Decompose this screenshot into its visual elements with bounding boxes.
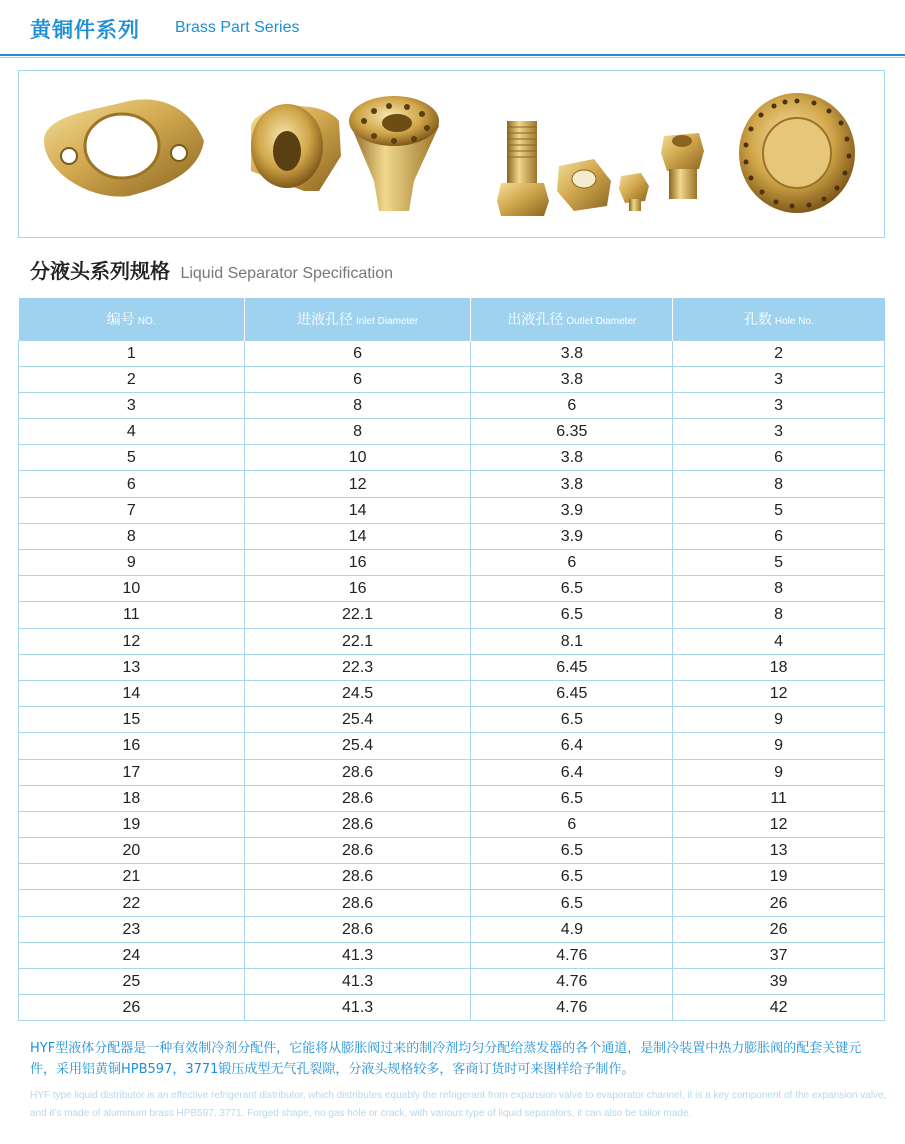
- cell-hole-no: 6: [673, 445, 885, 471]
- cell-no: 4: [19, 419, 245, 445]
- header-divider-light: [0, 57, 905, 58]
- cell-outlet-diameter: 6.5: [471, 785, 673, 811]
- brass-distributor-cones-photo: [251, 96, 439, 211]
- cell-inlet-diameter: 14: [244, 523, 471, 549]
- brass-fittings-photo: [497, 121, 704, 216]
- cell-outlet-diameter: 6.5: [471, 707, 673, 733]
- cell-outlet-diameter: 4.9: [471, 916, 673, 942]
- table-row: [19, 838, 885, 864]
- cell-no: 7: [19, 497, 245, 523]
- cell-no: 24: [19, 942, 245, 968]
- cell-no: 1: [19, 340, 245, 366]
- product-photo-panel: [18, 70, 885, 238]
- cell-hole-no: 9: [673, 759, 885, 785]
- table-row: [19, 864, 885, 890]
- section-title-en: Liquid Separator Specification: [180, 265, 394, 282]
- cell-no: 26: [19, 995, 245, 1021]
- cell-no: 9: [19, 550, 245, 576]
- header-hole-no: 孔数 Hole No.: [673, 298, 885, 340]
- cell-no: 16: [19, 733, 245, 759]
- section-title-cn: 分液头系列规格: [30, 259, 170, 283]
- cell-outlet-diameter: 6.4: [471, 733, 673, 759]
- cell-inlet-diameter: 28.6: [244, 759, 471, 785]
- cell-hole-no: 8: [673, 576, 885, 602]
- table-row: [19, 628, 885, 654]
- cell-hole-no: 9: [673, 707, 885, 733]
- cell-inlet-diameter: 6: [244, 340, 471, 366]
- cell-inlet-diameter: 25.4: [244, 707, 471, 733]
- cell-inlet-diameter: 22.1: [244, 602, 471, 628]
- cell-inlet-diameter: 28.6: [244, 785, 471, 811]
- cell-outlet-diameter: 3.8: [471, 340, 673, 366]
- cell-hole-no: 13: [673, 838, 885, 864]
- cell-hole-no: 5: [673, 497, 885, 523]
- cell-outlet-diameter: 6.5: [471, 602, 673, 628]
- header-inlet-diameter: 进液孔径 Inlet Diameter: [244, 298, 471, 340]
- cell-outlet-diameter: 3.9: [471, 523, 673, 549]
- cell-inlet-diameter: 24.5: [244, 680, 471, 706]
- spec-table: [18, 298, 885, 1021]
- cell-hole-no: 42: [673, 995, 885, 1021]
- cell-no: 25: [19, 969, 245, 995]
- cell-outlet-diameter: 6.5: [471, 864, 673, 890]
- description-en: HYF type liquid distributor is an effective refrigerant distributor, which distributes equably the refrigerant from expansion valve to evaporator channel, it is a key component of the expansion valve, and it’s made of aluminum brass HPB597, 3771. Forged shape, no gas hole or crack, with various type of liquid separators, it can also be tailor made.: [30, 1090, 887, 1119]
- cell-outlet-diameter: 3.8: [471, 445, 673, 471]
- cell-no: 8: [19, 523, 245, 549]
- table-row: [19, 707, 885, 733]
- cell-inlet-diameter: 41.3: [244, 942, 471, 968]
- cell-no: 12: [19, 628, 245, 654]
- cell-no: 11: [19, 602, 245, 628]
- page-header: [0, 0, 905, 58]
- cell-inlet-diameter: 16: [244, 550, 471, 576]
- cell-hole-no: 37: [673, 942, 885, 968]
- cell-hole-no: 9: [673, 733, 885, 759]
- cell-no: 19: [19, 811, 245, 837]
- cell-hole-no: 8: [673, 602, 885, 628]
- cell-inlet-diameter: 28.6: [244, 811, 471, 837]
- cell-no: 18: [19, 785, 245, 811]
- cell-hole-no: 2: [673, 340, 885, 366]
- cell-hole-no: 3: [673, 366, 885, 392]
- cell-outlet-diameter: 4.76: [471, 995, 673, 1021]
- cell-inlet-diameter: 6: [244, 366, 471, 392]
- table-row: [19, 366, 885, 392]
- cell-outlet-diameter: 6.35: [471, 419, 673, 445]
- header-title-cn: 黄铜件系列: [30, 18, 140, 42]
- cell-outlet-diameter: 6: [471, 392, 673, 418]
- table-row: [19, 942, 885, 968]
- cell-hole-no: 12: [673, 680, 885, 706]
- cell-outlet-diameter: 3.8: [471, 366, 673, 392]
- cell-inlet-diameter: 16: [244, 576, 471, 602]
- cell-outlet-diameter: 6: [471, 550, 673, 576]
- spec-table-header-row: [19, 298, 885, 340]
- cell-inlet-diameter: 14: [244, 497, 471, 523]
- cell-outlet-diameter: 6.5: [471, 838, 673, 864]
- cell-hole-no: 3: [673, 419, 885, 445]
- cell-hole-no: 19: [673, 864, 885, 890]
- table-row: [19, 445, 885, 471]
- cell-outlet-diameter: 3.9: [471, 497, 673, 523]
- cell-outlet-diameter: 6.4: [471, 759, 673, 785]
- table-row: [19, 969, 885, 995]
- cell-inlet-diameter: 28.6: [244, 890, 471, 916]
- cell-no: 22: [19, 890, 245, 916]
- product-photos: [19, 71, 884, 237]
- table-row: [19, 392, 885, 418]
- cell-inlet-diameter: 8: [244, 419, 471, 445]
- cell-hole-no: 26: [673, 916, 885, 942]
- cell-no: 21: [19, 864, 245, 890]
- table-row: [19, 995, 885, 1021]
- header-divider: [0, 54, 905, 56]
- table-row: [19, 733, 885, 759]
- table-row: [19, 471, 885, 497]
- brass-distributor-face-photo: [739, 93, 855, 213]
- cell-no: 20: [19, 838, 245, 864]
- cell-inlet-diameter: 28.6: [244, 838, 471, 864]
- cell-outlet-diameter: 6.45: [471, 654, 673, 680]
- cell-outlet-diameter: 4.76: [471, 942, 673, 968]
- cell-hole-no: 5: [673, 550, 885, 576]
- description-cn: HYF型液体分配器是一种有效制冷剂分配件，它能将从膨胀阀过来的制冷剂均匀分配给蒸发器的各个通道，是制冷装置中热力膨胀阀的配套关键元件，采用铝黄铜HPB597，3771锻压成型无气孔裂隙，分液头规格较多，客商订货时可来图样给予制作。: [30, 1041, 862, 1077]
- table-row: [19, 497, 885, 523]
- table-row: [19, 576, 885, 602]
- cell-outlet-diameter: 6.45: [471, 680, 673, 706]
- header-outlet-diameter: 出液孔径 Outlet Diameter: [471, 298, 673, 340]
- cell-hole-no: 8: [673, 471, 885, 497]
- table-row: [19, 811, 885, 837]
- table-row: [19, 785, 885, 811]
- table-row: [19, 340, 885, 366]
- cell-inlet-diameter: 8: [244, 392, 471, 418]
- cell-hole-no: 18: [673, 654, 885, 680]
- cell-hole-no: 4: [673, 628, 885, 654]
- cell-no: 2: [19, 366, 245, 392]
- cell-outlet-diameter: 6: [471, 811, 673, 837]
- cell-no: 14: [19, 680, 245, 706]
- cell-inlet-diameter: 10: [244, 445, 471, 471]
- cell-hole-no: 26: [673, 890, 885, 916]
- header-title-en: Brass Part Series: [175, 19, 300, 36]
- cell-inlet-diameter: 28.6: [244, 864, 471, 890]
- cell-no: 23: [19, 916, 245, 942]
- table-row: [19, 890, 885, 916]
- cell-no: 10: [19, 576, 245, 602]
- cell-outlet-diameter: 6.5: [471, 890, 673, 916]
- cell-inlet-diameter: 41.3: [244, 969, 471, 995]
- cell-inlet-diameter: 12: [244, 471, 471, 497]
- table-row: [19, 759, 885, 785]
- cell-hole-no: 39: [673, 969, 885, 995]
- cell-no: 6: [19, 471, 245, 497]
- cell-no: 13: [19, 654, 245, 680]
- cell-no: 3: [19, 392, 245, 418]
- section-title: [30, 255, 393, 284]
- cell-hole-no: 12: [673, 811, 885, 837]
- table-row: [19, 602, 885, 628]
- cell-outlet-diameter: 6.5: [471, 576, 673, 602]
- table-row: [19, 550, 885, 576]
- brass-flange-photo: [44, 99, 204, 196]
- cell-inlet-diameter: 28.6: [244, 916, 471, 942]
- cell-hole-no: 6: [673, 523, 885, 549]
- cell-inlet-diameter: 22.3: [244, 654, 471, 680]
- cell-outlet-diameter: 4.76: [471, 969, 673, 995]
- cell-outlet-diameter: 8.1: [471, 628, 673, 654]
- table-row: [19, 654, 885, 680]
- table-row: [19, 680, 885, 706]
- table-row: [19, 523, 885, 549]
- cell-no: 5: [19, 445, 245, 471]
- cell-no: 17: [19, 759, 245, 785]
- table-row: [19, 419, 885, 445]
- cell-hole-no: 11: [673, 785, 885, 811]
- cell-inlet-diameter: 22.1: [244, 628, 471, 654]
- cell-hole-no: 3: [673, 392, 885, 418]
- cell-inlet-diameter: 41.3: [244, 995, 471, 1021]
- header-no: 编号 NO.: [19, 298, 245, 340]
- cell-inlet-diameter: 25.4: [244, 733, 471, 759]
- cell-outlet-diameter: 3.8: [471, 471, 673, 497]
- cell-no: 15: [19, 707, 245, 733]
- table-row: [19, 916, 885, 942]
